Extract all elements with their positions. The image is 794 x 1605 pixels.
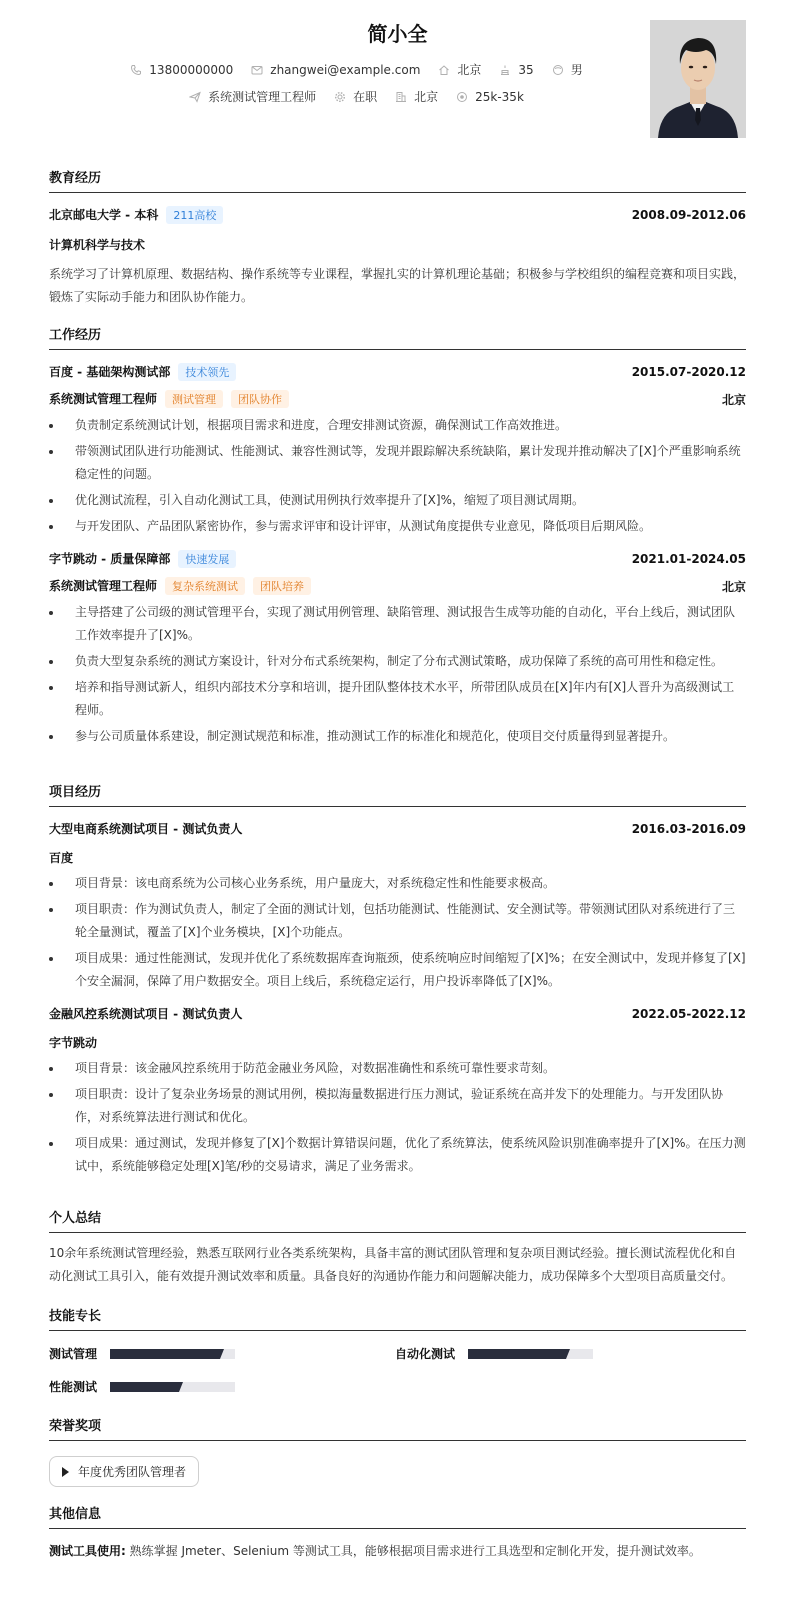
job-entry — [49, 550, 746, 748]
role-name: 系统测试管理工程师 — [49, 392, 158, 406]
phone-info — [130, 63, 233, 77]
list-item: 项目职责：作为测试负责人，制定了全面的测试计划，包括功能测试、性能测试、安全测试等。带领测试团队对系统进行了三轮全量测试，覆盖了[X]个业务模块，[X]个功能点。 — [49, 898, 746, 944]
job-entry — [49, 363, 746, 538]
home-icon — [438, 64, 450, 76]
job-head — [49, 550, 746, 568]
list-item: 培养和指导测试新人，组织内部技术分享和培训，提升团队整体技术水平，所带团队成员在[X]年内有[X]人晋升为高级测试工程师。 — [49, 676, 746, 722]
work-section — [49, 324, 746, 751]
other-text: 熟练掌握 Jmeter、Selenium 等测试工具，能够根据项目需求进行工具选型和定制化开发，提升测试效率。 — [129, 1544, 701, 1558]
send-icon — [189, 91, 201, 103]
other-label: 测试工具使用: — [49, 1544, 126, 1558]
role-name: 系统测试管理工程师 — [49, 579, 158, 593]
skill-name: 性能测试 — [49, 1380, 98, 1394]
other-section — [49, 1503, 746, 1563]
building-icon — [395, 91, 407, 103]
job-head — [49, 363, 746, 381]
email-text: zhangwei@example.com — [270, 62, 421, 77]
summary-section — [49, 1207, 746, 1288]
company-name: 百度 - 基础架构测试部 — [49, 365, 171, 379]
company-line — [49, 550, 236, 568]
project-company: 字节跳动 — [49, 1036, 98, 1050]
candidate-name: 简小全 — [367, 22, 428, 46]
project-entry — [49, 820, 746, 993]
award-item — [49, 1456, 199, 1487]
other-info — [49, 1540, 746, 1563]
skill-bar-fill — [110, 1382, 179, 1392]
job-city: 北京 — [721, 579, 746, 594]
project-name: 大型电商系统测试项目 - 测试负责人 — [49, 822, 243, 836]
school-line — [49, 206, 223, 224]
list-item: 与开发团队、产品团队紧密协作，参与需求评审和设计评审，从测试角度提供专业意见，降低项目后期风险。 — [49, 515, 746, 538]
role-line — [49, 390, 289, 408]
school-name: 北京邮电大学 - 本科 — [49, 208, 159, 222]
work-city-info — [395, 88, 438, 105]
job-date: 2021.01-2024.05 — [631, 552, 746, 566]
skill-bar — [110, 1349, 235, 1359]
role-tag: 复杂系统测试 — [165, 577, 245, 595]
skill-item — [49, 1345, 235, 1362]
age-icon — [499, 64, 511, 76]
list-item: 参与公司质量体系建设，制定测试规范和标准，推动测试工作的标准化和规范化，使项目交付质量得到显著提升。 — [49, 725, 746, 748]
email-info — [251, 63, 420, 77]
job-info-row — [49, 88, 746, 105]
company-tag: 技术领先 — [178, 363, 236, 381]
company-line — [49, 363, 236, 381]
list-item: 负责大型复杂系统的测试方案设计，针对分布式系统架构，制定了分布式测试策略，成功保障了系统的高可用性和稳定性。 — [49, 650, 746, 673]
job-bullets — [49, 414, 746, 538]
company-tag: 快速发展 — [178, 550, 236, 568]
school-tag: 211高校 — [166, 206, 223, 224]
work-city-text: 北京 — [414, 90, 439, 104]
role-head — [49, 390, 746, 408]
award-text: 年度优秀团队管理者 — [78, 1465, 187, 1479]
project-date: 2022.05-2022.12 — [631, 1006, 746, 1021]
position-text: 系统测试管理工程师 — [208, 90, 317, 104]
summary-title: 个人总结 — [49, 1207, 746, 1233]
skill-bar-fill — [468, 1349, 566, 1359]
skill-name: 自动化测试 — [395, 1347, 456, 1361]
salary-icon — [456, 91, 468, 103]
award-list — [49, 1456, 746, 1487]
salary-text: 25k-35k — [475, 89, 524, 104]
status-info — [334, 88, 377, 105]
major: 计算机科学与技术 — [49, 238, 146, 252]
list-item: 优化测试流程，引入自动化测试工具，使测试用例执行效率提升了[X]%，缩短了项目测试周期。 — [49, 489, 746, 512]
skill-bar — [110, 1382, 235, 1392]
project-bullets — [49, 1057, 746, 1178]
project-title: 项目经历 — [49, 781, 746, 807]
play-icon — [62, 1467, 69, 1477]
project-name: 金融风控系统测试项目 - 测试负责人 — [49, 1007, 243, 1021]
status-text: 在职 — [353, 90, 378, 104]
project-bullets — [49, 872, 746, 993]
project-entry — [49, 1005, 746, 1178]
skill-bar — [468, 1349, 593, 1359]
list-item: 项目背景：该金融风控系统用于防范金融业务风险，对数据准确性和系统可靠性要求苛刻。 — [49, 1057, 746, 1080]
job-bullets — [49, 601, 746, 748]
list-item: 主导搭建了公司级的测试管理平台，实现了测试用例管理、缺陷管理、测试报告生成等功能的自动化，平台上线后，测试团队工作效率提升了[X]%。 — [49, 601, 746, 647]
gear-icon — [334, 91, 346, 103]
skill-item — [49, 1378, 235, 1395]
summary-text: 10余年系统测试管理经验，熟悉互联网行业各类系统架构，具备丰富的测试团队管理和复杂项目测试经验。擅长测试流程优化和自动化测试工具引入，能有效提升测试效率和质量。具备良好的沟通协作能力和问题解决能力，成功保障多个大型项目高质量交付。 — [49, 1246, 737, 1283]
education-date: 2008.09-2012.06 — [631, 208, 746, 222]
list-item: 负责制定系统测试计划，根据项目需求和进度，合理安排测试资源，确保测试工作高效推进。 — [49, 414, 746, 437]
gender-info — [552, 61, 583, 78]
job-city: 北京 — [721, 392, 746, 407]
education-desc: 系统学习了计算机原理、数据结构、操作系统等专业课程，掌握扎实的计算机理论基础；积极参与学校组织的编程竞赛和项目实践，锻炼了实际动手能力和团队协作能力。 — [49, 267, 746, 304]
skill-name: 测试管理 — [49, 1347, 98, 1361]
profile-photo — [650, 20, 746, 138]
list-item: 带领测试团队进行功能测试、性能测试、兼容性测试等，发现并跟踪解决系统缺陷，累计发现并推动解决了[X]个严重影响系统稳定性的问题。 — [49, 440, 746, 486]
company-name: 字节跳动 - 质量保障部 — [49, 552, 171, 566]
work-title: 工作经历 — [49, 324, 746, 350]
job-date: 2015.07-2020.12 — [631, 365, 746, 379]
position-info — [189, 88, 316, 105]
project-head — [49, 820, 746, 837]
skill-bar-fill — [110, 1349, 220, 1359]
project-head — [49, 1005, 746, 1022]
other-title: 其他信息 — [49, 1503, 746, 1529]
contact-info-row — [49, 61, 746, 78]
list-item: 项目成果：通过性能测试，发现并优化了系统数据库查询瓶颈，使系统响应时间缩短了[X]%；在安全测试中，发现并修复了[X]个安全漏洞，保障了用户数据安全。项目上线后，系统稳定运行，用户投诉率降低了[X]%。 — [49, 947, 746, 993]
education-title: 教育经历 — [49, 167, 746, 193]
list-item: 项目背景：该电商系统为公司核心业务系统，用户量庞大，对系统稳定性和性能要求极高。 — [49, 872, 746, 895]
location-text: 北京 — [457, 63, 482, 77]
role-tag: 团队培养 — [253, 577, 311, 595]
mail-icon — [251, 64, 263, 76]
skills-section — [49, 1305, 746, 1397]
project-date: 2016.03-2016.09 — [631, 821, 746, 836]
education-head — [49, 206, 746, 224]
role-line — [49, 577, 311, 595]
phone-text: 13800000000 — [149, 62, 234, 77]
salary-info — [456, 90, 524, 104]
resume-header — [49, 0, 746, 164]
list-item: 项目成果：通过测试，发现并修复了[X]个数据计算错误问题，优化了系统算法，使系统风险识别准确率提升了[X]%。在压力测试中，系统能够稳定处理[X]笔/秒的交易请求，满足了业务需求。 — [49, 1132, 746, 1178]
skills-title: 技能专长 — [49, 1305, 746, 1331]
list-item: 项目职责：设计了复杂业务场景的测试用例，模拟海量数据进行压力测试，验证系统在高并发下的处理能力。与开发团队协作，对系统算法进行测试和优化。 — [49, 1083, 746, 1129]
role-tag: 测试管理 — [165, 390, 223, 408]
location-info — [438, 61, 481, 78]
age-text: 35 — [518, 62, 534, 77]
project-company: 百度 — [49, 851, 74, 865]
education-section — [49, 167, 746, 309]
awards-section — [49, 1415, 746, 1487]
role-tag: 团队协作 — [231, 390, 289, 408]
phone-icon — [130, 64, 142, 76]
role-head — [49, 577, 746, 595]
gender-text: 男 — [570, 63, 583, 77]
project-section — [49, 781, 746, 1181]
age-info — [499, 63, 533, 77]
gender-icon — [552, 64, 564, 76]
awards-title: 荣誉奖项 — [49, 1415, 746, 1441]
skill-item — [395, 1345, 593, 1362]
